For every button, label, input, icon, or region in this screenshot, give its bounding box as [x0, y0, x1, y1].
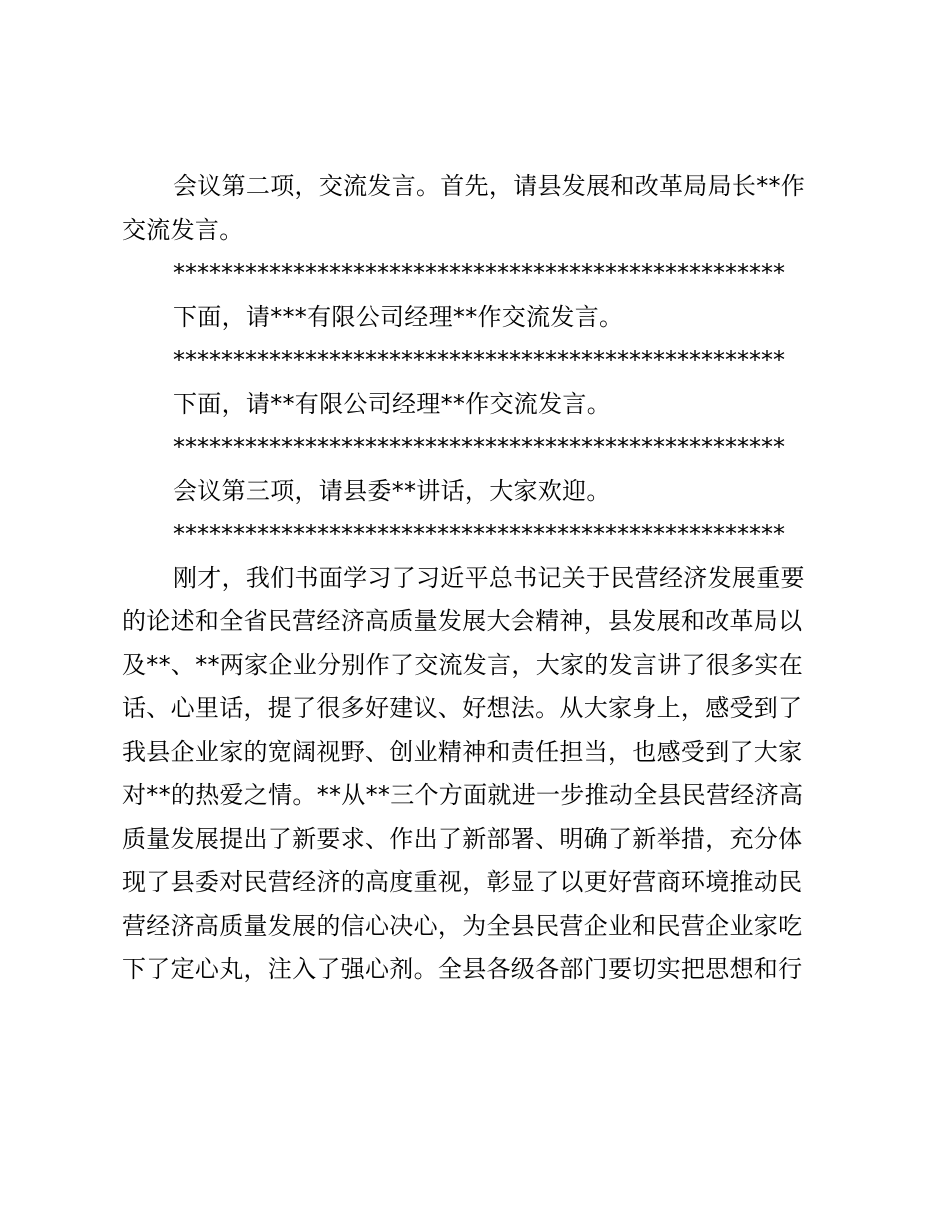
- document-page: [122, 165, 822, 992]
- paragraph-summary: 刚才，我们书面学习了习近平总书记关于民营经济发展重要的论述和全省民营经济高质量发展大会精神，县发展和改革局以及**、**两家企业分别作了交流发言，大家的发言讲了很多实在话、心里话，提了很多好建议、好想法。从大家身上，感受到了我县企业家的宽阔视野、创业精神和责任担当，也感受到了大家对**的热爱之情。**从**三个方面就进一步推动全县民营经济高质量发展提出了新要求、作出了新部署、明确了新举措，充分体现了县委对民营经济的高度重视，彰显了以更好营商环境推动民营经济高质量发展的信心决心，为全县民营企业和民营企业家吃下了定心丸，注入了强心剂。全县各级各部门要切实把思想和行: [122, 563, 805, 983]
- paragraph-agenda-item-two: 会议第二项，交流发言。首先，请县发展和改革局局长**作交流发言。: [122, 172, 806, 244]
- redacted-speech-1: ***************************************************: [173, 259, 785, 287]
- paragraph-next-speaker-1: 下面，请***有限公司经理**作交流发言。: [173, 302, 624, 331]
- paragraph-next-speaker-2: 下面，请**有限公司经理**作交流发言。: [173, 389, 611, 418]
- redacted-speech-4: ***************************************************: [173, 520, 785, 548]
- redacted-speech-3: ***************************************************: [173, 433, 785, 461]
- paragraph-agenda-item-three: 会议第三项，请县委**讲话，大家欢迎。: [173, 476, 611, 505]
- redacted-speech-2: ***************************************************: [173, 346, 785, 374]
